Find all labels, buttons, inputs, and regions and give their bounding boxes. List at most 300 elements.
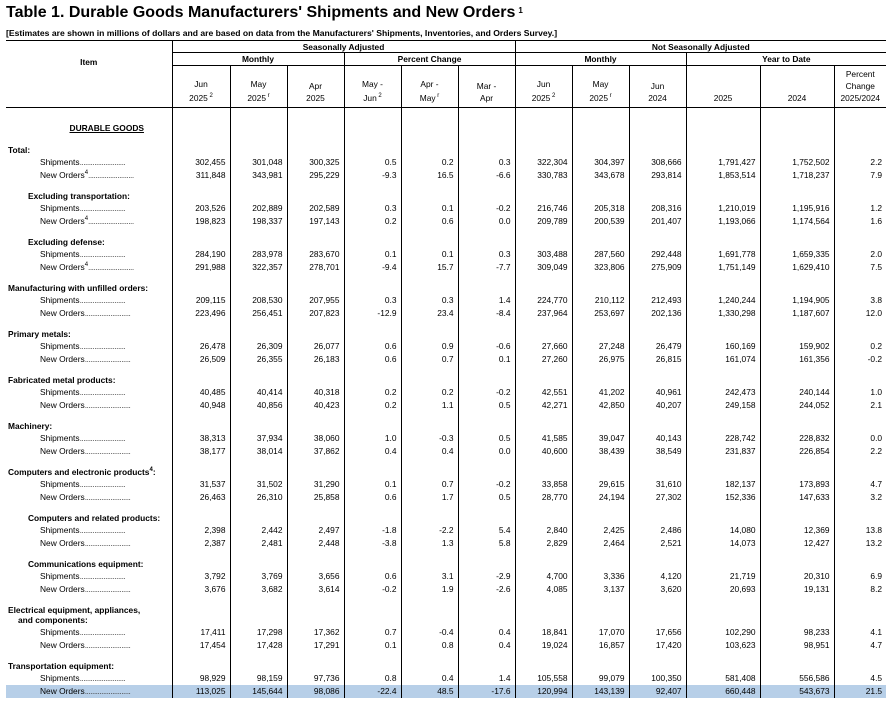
- value-text: 198,337: [252, 216, 283, 226]
- value-cell: [834, 626, 886, 639]
- value-cell: [834, 432, 886, 445]
- value-cell: [458, 261, 515, 274]
- value-text: -0.2: [867, 354, 883, 364]
- empty-cell: [686, 182, 760, 202]
- value-cell: [686, 202, 760, 215]
- value-text: 2,481: [261, 538, 283, 548]
- empty-cell: [458, 596, 515, 626]
- value-cell: [172, 685, 230, 698]
- value-text: 2,387: [204, 538, 226, 548]
- value-cell: [834, 248, 886, 261]
- value-text: 0.1: [498, 354, 511, 364]
- value-cell: [172, 156, 230, 169]
- value-text: 1.4: [498, 295, 511, 305]
- row-label-text: New Orders: [40, 400, 85, 410]
- column-header-line: [687, 80, 760, 92]
- value-text: 0.3: [498, 157, 511, 167]
- value-cell: [287, 202, 344, 215]
- value-cell: [629, 626, 686, 639]
- empty-cell: [172, 412, 230, 432]
- section-label: [6, 182, 172, 202]
- value-cell: [686, 432, 760, 445]
- leader-dots: .........................: [84, 446, 131, 456]
- value-text: 17,411: [200, 627, 226, 637]
- value-text: 0.9: [441, 341, 454, 351]
- value-cell: [834, 261, 886, 274]
- empty-cell: [572, 274, 629, 294]
- value-cell: [686, 294, 760, 307]
- value-text: 0.2: [384, 400, 397, 410]
- value-text: 0.4: [384, 446, 397, 456]
- footnote-mark: 4: [84, 170, 89, 177]
- value-cell: [760, 445, 834, 458]
- empty-cell: [834, 504, 886, 524]
- value-text: 28,770: [541, 492, 568, 502]
- value-text: 216,746: [537, 203, 568, 213]
- section-label: [6, 550, 172, 570]
- empty-cell: [230, 134, 287, 156]
- value-cell: [230, 432, 287, 445]
- empty-cell: [401, 596, 458, 626]
- empty-cell: [686, 412, 760, 432]
- value-cell: [686, 307, 760, 320]
- row-label-text: Shipments: [40, 295, 80, 305]
- table-row: [6, 445, 886, 458]
- value-cell: [760, 491, 834, 504]
- value-cell: [572, 215, 629, 228]
- value-text: 249,158: [725, 400, 756, 410]
- row-label: [6, 202, 172, 215]
- empty-cell: [172, 458, 230, 478]
- value-cell: [230, 307, 287, 320]
- value-text: 21.5: [865, 686, 883, 696]
- value-text: 0.7: [384, 627, 397, 637]
- value-text: 14,073: [729, 538, 756, 548]
- footnote-mark: 2: [550, 93, 556, 100]
- empty-cell: [686, 504, 760, 524]
- value-text: 38,060: [313, 433, 340, 443]
- value-cell: [760, 626, 834, 639]
- footnote-mark: r: [608, 93, 612, 100]
- value-cell: [515, 672, 572, 685]
- value-text: 1,187,607: [792, 308, 830, 318]
- value-text: 581,408: [725, 673, 756, 683]
- empty-cell: [760, 550, 834, 570]
- column-header-line: May: [592, 79, 609, 90]
- value-text: 16.5: [437, 170, 454, 180]
- empty-cell: [629, 458, 686, 478]
- section-label-text: Electrical equipment, appliances,: [8, 604, 141, 615]
- value-cell: [401, 672, 458, 685]
- value-text: 205,318: [594, 203, 625, 213]
- empty-cell: [230, 412, 287, 432]
- value-cell: [458, 386, 515, 399]
- value-cell: [172, 307, 230, 320]
- value-cell: [572, 261, 629, 274]
- value-cell: [344, 445, 401, 458]
- value-text: 1.0: [870, 387, 883, 397]
- empty-cell: [515, 228, 572, 248]
- table-row: [6, 340, 886, 353]
- empty-cell: [515, 652, 572, 672]
- row-label-text: New Orders: [40, 354, 85, 364]
- value-text: 1.1: [441, 400, 454, 410]
- value-cell: [760, 570, 834, 583]
- value-text: 17,362: [313, 627, 340, 637]
- value-text: 0.1: [384, 640, 397, 650]
- value-cell: [686, 491, 760, 504]
- empty-cell: [572, 182, 629, 202]
- empty-cell: [344, 550, 401, 570]
- row-label-text: New Orders: [40, 216, 85, 226]
- value-text: 308,666: [651, 157, 682, 167]
- column-header-line: Apr: [308, 81, 323, 91]
- column-header-line: 2025 $^2$: [189, 93, 213, 103]
- value-cell: [629, 432, 686, 445]
- empty-cell: [344, 366, 401, 386]
- value-cell: [458, 672, 515, 685]
- value-text: -6.6: [496, 170, 511, 180]
- empty-cell: [230, 108, 287, 134]
- footnote-mark: 4: [84, 216, 89, 223]
- section-row: [6, 274, 886, 294]
- leader-dots: .........................: [79, 341, 126, 351]
- value-cell: [572, 570, 629, 583]
- empty-cell: [344, 108, 401, 134]
- table-row: [6, 583, 886, 596]
- value-text: 42,850: [598, 400, 625, 410]
- section-label: [6, 458, 172, 478]
- value-cell: [515, 685, 572, 698]
- value-text: 98,929: [199, 673, 226, 683]
- empty-cell: [760, 182, 834, 202]
- value-cell: [287, 307, 344, 320]
- row-label-text: New Orders: [40, 492, 85, 502]
- row-label-text: Shipments: [40, 627, 80, 637]
- row-label-text: Shipments: [40, 203, 80, 213]
- value-cell: [401, 215, 458, 228]
- value-text: 98,086: [313, 686, 340, 696]
- value-cell: [760, 340, 834, 353]
- empty-cell: [834, 228, 886, 248]
- empty-cell: [760, 412, 834, 432]
- column-header: [230, 66, 287, 108]
- value-text: 1.4: [498, 673, 511, 683]
- value-text: 0.4: [441, 673, 454, 683]
- value-cell: [515, 261, 572, 274]
- column-header-line: Apr: [479, 93, 494, 103]
- value-text: 40,856: [256, 400, 283, 410]
- value-text: 0.7: [441, 354, 454, 364]
- leader-dots: .........................: [84, 354, 131, 364]
- row-label-text: New Orders: [40, 538, 85, 548]
- value-text: 223,496: [195, 308, 226, 318]
- value-cell: [344, 156, 401, 169]
- value-cell: [287, 626, 344, 639]
- empty-cell: [760, 504, 834, 524]
- value-text: 159,902: [799, 341, 830, 351]
- value-text: 0.6: [384, 571, 397, 581]
- value-cell: [760, 432, 834, 445]
- value-text: 5.8: [498, 538, 511, 548]
- value-text: 161,356: [799, 354, 830, 364]
- row-label-text: Shipments: [40, 525, 80, 535]
- table-row: [6, 626, 886, 639]
- value-text: 145,644: [252, 686, 283, 696]
- value-cell: [401, 261, 458, 274]
- empty-cell: [401, 108, 458, 134]
- value-text: 92,407: [655, 686, 682, 696]
- empty-cell: [230, 228, 287, 248]
- empty-cell: [834, 108, 886, 134]
- column-header-line: Jun: [536, 79, 551, 90]
- value-cell: [344, 261, 401, 274]
- table-row: [6, 432, 886, 445]
- value-text: 208,530: [252, 295, 283, 305]
- value-cell: [230, 156, 287, 169]
- section-row: [6, 652, 886, 672]
- row-label: [6, 639, 172, 652]
- value-cell: [401, 524, 458, 537]
- value-text: 26,815: [655, 354, 682, 364]
- value-cell: [834, 524, 886, 537]
- section-label: [6, 228, 172, 248]
- empty-cell: [629, 320, 686, 340]
- value-text: 3.8: [870, 295, 883, 305]
- row-label: [6, 353, 172, 366]
- value-cell: [686, 478, 760, 491]
- value-text: 330,783: [537, 170, 568, 180]
- value-cell: [230, 524, 287, 537]
- durable-goods-table: [6, 40, 886, 698]
- value-text: 202,589: [309, 203, 340, 213]
- value-text: 1,330,298: [718, 308, 756, 318]
- column-header-line: 2025: [306, 93, 325, 103]
- value-text: 3.2: [870, 492, 883, 502]
- value-text: 2.2: [870, 157, 883, 167]
- value-cell: [629, 294, 686, 307]
- value-cell: [760, 307, 834, 320]
- value-cell: [172, 294, 230, 307]
- value-text: 2,448: [318, 538, 340, 548]
- value-text: 303,488: [537, 249, 568, 259]
- empty-cell: [760, 134, 834, 156]
- row-label: [6, 570, 172, 583]
- value-cell: [686, 156, 760, 169]
- leader-dots: .........................: [84, 492, 131, 502]
- value-cell: [458, 626, 515, 639]
- value-text: 31,290: [313, 479, 340, 489]
- value-text: -0.2: [382, 584, 397, 594]
- value-cell: [230, 639, 287, 652]
- leader-dots: .........................: [79, 525, 126, 535]
- value-cell: [172, 432, 230, 445]
- value-cell: [834, 386, 886, 399]
- value-cell: [572, 626, 629, 639]
- value-text: 287,560: [594, 249, 625, 259]
- value-cell: [172, 537, 230, 550]
- value-text: 8.2: [870, 584, 883, 594]
- table-row: [6, 169, 886, 182]
- value-text: 2,497: [318, 525, 340, 535]
- row-label: [6, 156, 172, 169]
- value-cell: [172, 626, 230, 639]
- value-cell: [344, 570, 401, 583]
- leader-dots: .........................: [79, 249, 126, 259]
- value-text: 18,841: [541, 627, 568, 637]
- column-header-line: May: [250, 79, 267, 90]
- table-row: [6, 537, 886, 550]
- value-cell: [515, 215, 572, 228]
- table-row: [6, 685, 886, 698]
- value-text: 12,369: [803, 525, 830, 535]
- empty-cell: [458, 458, 515, 478]
- section-label-text: and components:: [18, 614, 88, 625]
- value-cell: [834, 340, 886, 353]
- value-cell: [172, 672, 230, 685]
- value-text: 13.8: [865, 525, 883, 535]
- value-cell: [344, 294, 401, 307]
- value-cell: [458, 432, 515, 445]
- value-text: 0.8: [441, 640, 454, 650]
- empty-cell: [686, 274, 760, 294]
- value-cell: [629, 583, 686, 596]
- value-text: 212,493: [651, 295, 682, 305]
- column-header: [458, 66, 515, 108]
- column-header-line: 2025/2024: [840, 93, 881, 103]
- empty-cell: [344, 596, 401, 626]
- footnote-mark: 4: [84, 262, 89, 269]
- empty-cell: [172, 274, 230, 294]
- value-cell: [572, 445, 629, 458]
- value-text: 201,407: [651, 216, 682, 226]
- section-row: [6, 134, 886, 156]
- value-cell: [834, 685, 886, 698]
- value-text: 26,478: [199, 341, 226, 351]
- value-text: 161,074: [725, 354, 756, 364]
- value-cell: [760, 248, 834, 261]
- value-cell: [458, 399, 515, 412]
- empty-cell: [515, 550, 572, 570]
- section-row: [6, 596, 886, 626]
- value-text: 40,423: [313, 400, 340, 410]
- column-header-line: 2025 $^r$: [589, 93, 612, 103]
- value-text: 0.0: [498, 446, 511, 456]
- section-label: [6, 134, 172, 156]
- value-cell: [629, 202, 686, 215]
- value-cell: [287, 583, 344, 596]
- empty-cell: [458, 274, 515, 294]
- value-cell: [629, 215, 686, 228]
- value-text: 343,678: [594, 170, 625, 180]
- value-text: -2.9: [496, 571, 511, 581]
- value-text: 284,190: [195, 249, 226, 259]
- value-cell: [401, 248, 458, 261]
- value-text: 40,961: [655, 387, 682, 397]
- value-text: 1,853,514: [718, 170, 756, 180]
- value-text: 2.0: [870, 249, 883, 259]
- value-cell: [760, 583, 834, 596]
- value-text: -0.2: [496, 203, 511, 213]
- value-text: 42,551: [541, 387, 568, 397]
- value-text: -7.7: [496, 262, 511, 272]
- value-cell: [686, 386, 760, 399]
- value-text: -0.4: [439, 627, 454, 637]
- value-cell: [401, 399, 458, 412]
- table-row: [6, 215, 886, 228]
- leader-dots: .........................: [84, 686, 131, 696]
- value-text: 21,719: [729, 571, 756, 581]
- column-header-line: Jun: [194, 79, 208, 90]
- value-text: -3.8: [382, 538, 397, 548]
- value-text: 3.1: [441, 571, 454, 581]
- value-text: 25,858: [313, 492, 340, 502]
- empty-cell: [344, 134, 401, 156]
- value-cell: [401, 445, 458, 458]
- value-cell: [686, 248, 760, 261]
- row-label-text: New Orders: [40, 686, 85, 696]
- value-text: 0.6: [384, 492, 397, 502]
- value-cell: [572, 672, 629, 685]
- value-cell: [401, 340, 458, 353]
- value-cell: [515, 491, 572, 504]
- empty-cell: [458, 228, 515, 248]
- table-row: [6, 478, 886, 491]
- row-label-text: New Orders: [40, 262, 85, 272]
- empty-cell: [515, 412, 572, 432]
- value-text: 160,169: [725, 341, 756, 351]
- value-cell: [515, 445, 572, 458]
- value-cell: [458, 202, 515, 215]
- empty-cell: [287, 412, 344, 432]
- value-cell: [344, 202, 401, 215]
- value-cell: [629, 445, 686, 458]
- value-text: 38,014: [256, 446, 283, 456]
- value-text: 173,893: [799, 479, 830, 489]
- section-label: [6, 412, 172, 432]
- value-cell: [760, 353, 834, 366]
- value-cell: [834, 478, 886, 491]
- value-cell: [686, 524, 760, 537]
- value-cell: [401, 307, 458, 320]
- value-text: 2.2: [870, 446, 883, 456]
- value-cell: [515, 202, 572, 215]
- value-cell: [287, 537, 344, 550]
- value-text: 556,586: [799, 673, 830, 683]
- section-row: [6, 228, 886, 248]
- value-text: 0.5: [384, 157, 397, 167]
- value-text: 3,792: [204, 571, 226, 581]
- value-text: 292,448: [651, 249, 682, 259]
- value-cell: [458, 570, 515, 583]
- value-text: 231,837: [725, 446, 756, 456]
- empty-cell: [172, 182, 230, 202]
- value-cell: [572, 340, 629, 353]
- empty-cell: [458, 504, 515, 524]
- value-text: 40,485: [199, 387, 226, 397]
- column-header-line: May -: [362, 79, 383, 90]
- value-text: 4.1: [870, 627, 883, 637]
- empty-cell: [230, 366, 287, 386]
- leader-dots: .........................: [88, 262, 134, 272]
- column-header: [834, 66, 886, 108]
- column-header-line: Percent: [845, 69, 875, 79]
- value-cell: [458, 524, 515, 537]
- table-row: [6, 156, 886, 169]
- value-text: 27,660: [541, 341, 568, 351]
- value-text: 304,397: [594, 157, 625, 167]
- leader-dots: .........................: [84, 538, 131, 548]
